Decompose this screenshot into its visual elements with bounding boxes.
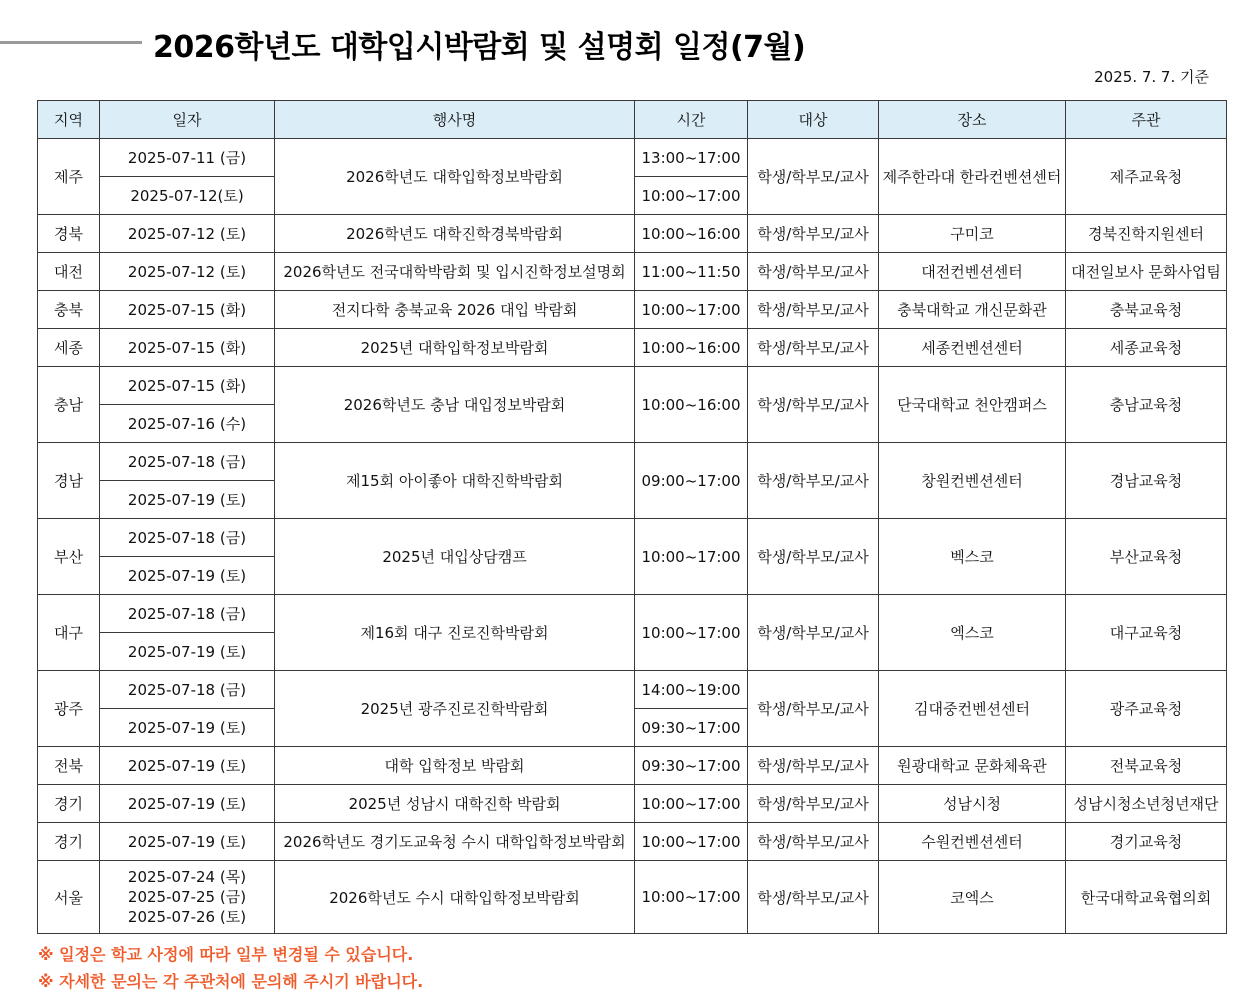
cell-event: 2025년 대입상담캠프 (275, 519, 635, 595)
cell-target: 학생/학부모/교사 (748, 329, 879, 367)
table-row (38, 215, 1227, 253)
cell-region: 경남 (38, 443, 100, 519)
cell-organizer: 충남교육청 (1066, 367, 1227, 443)
cell-time: 10:00~17:00 (635, 291, 748, 329)
cell-date-line: 2025-07-24 (목) (127, 868, 247, 886)
inquiry-note: ※ 자세한 문의는 각 주관처에 문의해 주시기 바랍니다. (38, 972, 424, 991)
cell-region: 경기 (38, 785, 100, 823)
cell-region: 세종 (38, 329, 100, 367)
cell-event: 2025년 광주진로진학박람회 (275, 671, 635, 747)
table-row (38, 823, 1227, 861)
title-decoration-line (0, 41, 142, 44)
cell-event: 2026학년도 수시 대학입학정보박람회 (275, 861, 635, 934)
cell-place: 성남시청 (879, 785, 1066, 823)
header-organizer: 주관 (1066, 101, 1227, 139)
cell-target: 학생/학부모/교사 (748, 443, 879, 519)
page-title: 2026학년도 대학입시박람회 및 설명회 일정(7월) (153, 30, 806, 65)
cell-place: 제주한라대 한라컨벤션센터 (879, 139, 1066, 215)
cell-region: 대전 (38, 253, 100, 291)
cell-time: 10:00~17:00 (635, 519, 748, 595)
cell-region: 대구 (38, 595, 100, 671)
table-row (38, 747, 1227, 785)
cell-place: 창원컨벤션센터 (879, 443, 1066, 519)
cell-target: 학생/학부모/교사 (748, 215, 879, 253)
cell-date: 2025-07-15 (화) (100, 291, 275, 329)
header-time: 시간 (635, 101, 748, 139)
cell-region: 경기 (38, 823, 100, 861)
cell-region: 경북 (38, 215, 100, 253)
cell-time: 10:00~16:00 (635, 215, 748, 253)
cell-time: 09:30~17:00 (635, 747, 748, 785)
cell-time: 13:00~17:00 (635, 139, 748, 177)
table-row (38, 443, 1227, 481)
cell-target: 학생/학부모/교사 (748, 861, 879, 934)
cell-time: 09:30~17:00 (635, 709, 748, 747)
table-row (38, 595, 1227, 633)
cell-place: 벡스코 (879, 519, 1066, 595)
cell-place: 세종컨벤션센터 (879, 329, 1066, 367)
table-row (38, 139, 1227, 177)
cell-place: 코엑스 (879, 861, 1066, 934)
cell-date: 2025-07-19 (토) (100, 823, 275, 861)
cell-time: 09:00~17:00 (635, 443, 748, 519)
cell-time: 10:00~17:00 (635, 177, 748, 215)
cell-place: 원광대학교 문화체육관 (879, 747, 1066, 785)
header-event: 행사명 (275, 101, 635, 139)
schedule-change-note: ※ 일정은 학교 사정에 따라 일부 변경될 수 있습니다. (38, 945, 414, 964)
cell-region: 제주 (38, 139, 100, 215)
cell-date: 2025-07-19 (토) (100, 481, 275, 519)
cell-organizer: 세종교육청 (1066, 329, 1227, 367)
cell-time: 10:00~16:00 (635, 329, 748, 367)
table-row (38, 519, 1227, 557)
table-row (38, 367, 1227, 405)
cell-date: 2025-07-19 (토) (100, 633, 275, 671)
cell-target: 학생/학부모/교사 (748, 823, 879, 861)
cell-region: 광주 (38, 671, 100, 747)
cell-date: 2025-07-12 (토) (100, 253, 275, 291)
header-date: 일자 (100, 101, 275, 139)
cell-event: 대학 입학정보 박람회 (275, 747, 635, 785)
cell-date: 2025-07-12 (토) (100, 215, 275, 253)
cell-time: 10:00~17:00 (635, 823, 748, 861)
cell-target: 학생/학부모/교사 (748, 291, 879, 329)
header-region: 지역 (38, 101, 100, 139)
cell-place: 구미코 (879, 215, 1066, 253)
cell-region: 부산 (38, 519, 100, 595)
cell-date: 2025-07-19 (토) (100, 557, 275, 595)
cell-target: 학생/학부모/교사 (748, 595, 879, 671)
cell-date: 2025-07-18 (금) (100, 671, 275, 709)
table-row (38, 671, 1227, 709)
cell-organizer: 경기교육청 (1066, 823, 1227, 861)
cell-region: 충북 (38, 291, 100, 329)
cell-time: 10:00~17:00 (635, 595, 748, 671)
cell-organizer: 경남교육청 (1066, 443, 1227, 519)
cell-event: 2025년 성남시 대학진학 박람회 (275, 785, 635, 823)
cell-organizer: 부산교육청 (1066, 519, 1227, 595)
cell-date-line: 2025-07-25 (금) (127, 888, 247, 906)
cell-time: 11:00~11:50 (635, 253, 748, 291)
cell-region: 서울 (38, 861, 100, 934)
cell-date: 2025-07-16 (수) (100, 405, 275, 443)
cell-date-multi (100, 861, 275, 934)
cell-place: 단국대학교 천안캠퍼스 (879, 367, 1066, 443)
cell-event: 2026학년도 대학입학정보박람회 (275, 139, 635, 215)
cell-target: 학생/학부모/교사 (748, 785, 879, 823)
cell-target: 학생/학부모/교사 (748, 253, 879, 291)
cell-target: 학생/학부모/교사 (748, 367, 879, 443)
cell-target: 학생/학부모/교사 (748, 671, 879, 747)
cell-organizer: 대전일보사 문화사업팀 (1066, 253, 1227, 291)
cell-organizer: 성남시청소년청년재단 (1066, 785, 1227, 823)
cell-date: 2025-07-18 (금) (100, 443, 275, 481)
cell-organizer: 전북교육청 (1066, 747, 1227, 785)
cell-event: 제16회 대구 진로진학박람회 (275, 595, 635, 671)
cell-place: 수원컨벤션센터 (879, 823, 1066, 861)
cell-time: 10:00~17:00 (635, 785, 748, 823)
table-row (38, 329, 1227, 367)
cell-date: 2025-07-11 (금) (100, 139, 275, 177)
cell-organizer: 제주교육청 (1066, 139, 1227, 215)
cell-place: 충북대학교 개신문화관 (879, 291, 1066, 329)
cell-event: 2026학년도 충남 대입정보박람회 (275, 367, 635, 443)
cell-place: 김대중컨벤션센터 (879, 671, 1066, 747)
cell-time: 10:00~17:00 (635, 861, 748, 934)
reference-date: 2025. 7. 7. 기준 (1094, 68, 1209, 86)
cell-organizer: 대구교육청 (1066, 595, 1227, 671)
table-row (38, 785, 1227, 823)
cell-organizer: 경북진학지원센터 (1066, 215, 1227, 253)
cell-region: 전북 (38, 747, 100, 785)
schedule-table (37, 100, 1227, 934)
cell-date: 2025-07-18 (금) (100, 519, 275, 557)
table-row (38, 253, 1227, 291)
cell-target: 학생/학부모/교사 (748, 519, 879, 595)
cell-event: 2025년 대학입학정보박람회 (275, 329, 635, 367)
cell-organizer: 충북교육청 (1066, 291, 1227, 329)
cell-organizer: 광주교육청 (1066, 671, 1227, 747)
cell-event: 제15회 아이좋아 대학진학박람회 (275, 443, 635, 519)
table-row (38, 861, 1227, 934)
cell-event: 2026학년도 경기도교육청 수시 대학입학정보박람회 (275, 823, 635, 861)
cell-region: 충남 (38, 367, 100, 443)
cell-time: 10:00~16:00 (635, 367, 748, 443)
cell-date: 2025-07-12(토) (100, 177, 275, 215)
cell-organizer: 한국대학교육협의회 (1066, 861, 1227, 934)
cell-date-line: 2025-07-26 (토) (127, 908, 247, 926)
cell-date: 2025-07-19 (토) (100, 785, 275, 823)
cell-place: 대전컨벤션센터 (879, 253, 1066, 291)
cell-time: 14:00~19:00 (635, 671, 748, 709)
cell-target: 학생/학부모/교사 (748, 747, 879, 785)
cell-event: 2026학년도 전국대학박람회 및 입시진학정보설명회 (275, 253, 635, 291)
header-place: 장소 (879, 101, 1066, 139)
cell-event: 2026학년도 대학진학경북박람회 (275, 215, 635, 253)
cell-date: 2025-07-15 (화) (100, 367, 275, 405)
cell-date: 2025-07-19 (토) (100, 709, 275, 747)
cell-date: 2025-07-19 (토) (100, 747, 275, 785)
table-row (38, 291, 1227, 329)
cell-place: 엑스코 (879, 595, 1066, 671)
cell-event: 전지다학 충북교육 2026 대입 박람회 (275, 291, 635, 329)
table-header-row (38, 101, 1227, 139)
cell-date: 2025-07-15 (화) (100, 329, 275, 367)
cell-date: 2025-07-18 (금) (100, 595, 275, 633)
cell-target: 학생/학부모/교사 (748, 139, 879, 215)
header-target: 대상 (748, 101, 879, 139)
